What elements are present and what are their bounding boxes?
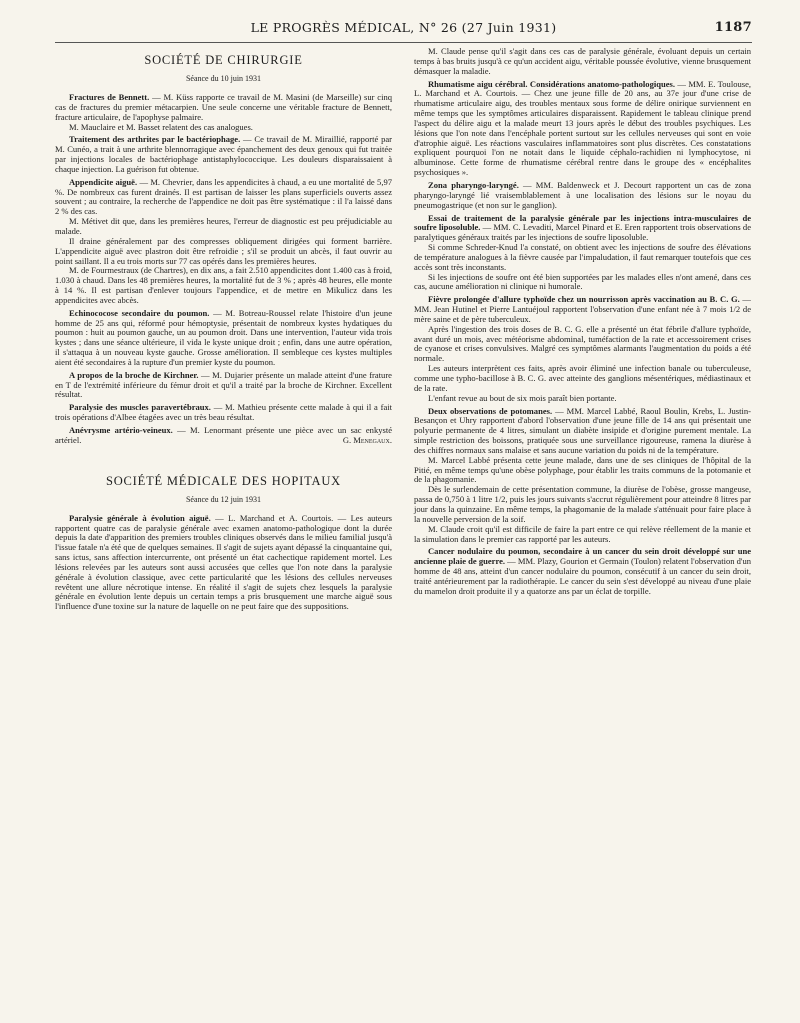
right-column	[414, 47, 751, 612]
paragraph: Echinococose secondaire du poumon. — M. Botreau-Roussel relate l'histoire d'un jeune homme de 25 ans qui, réformé pour hémoptysie, présentait de nombreux kystes hydatiques du poumon : huit au poumon gauche, un au poumon droit. Dans une intervention, l'auteur vida trois kystes ; dans une séance ultérieure, il vida le kyste unique droit ; enfin, dans une autre opération, il s'attaqua à un nouveau kyste gauche. Grosse amélioration. Il sembleque ces kystes multiples aient été secondaires à la rupture d'un premier kyste du poumon.	[55, 307, 392, 367]
paragraph: M. Métivet dit que, dans les premières heures, l'erreur de diagnostic est peu préjudiciable au malade.	[55, 216, 392, 236]
section-spacer	[55, 446, 392, 468]
paragraph: Si les injections de soufre ont été bien supportées par les malades elles n'ont amené, dans ces cas, aucune amélioration ni clinique ni humorale.	[414, 271, 751, 292]
two-columns	[55, 47, 752, 612]
paragraph: Deux observations de potomanes. — MM. Marcel Labbé, Raoul Boulin, Krebs, L. Justin-Besançon et Uhry rapportent d'abord l'observation d'une jeune fille de 14 ans qui présentait une polyurie permanente de 4 litres, simulant un diabète insipide et d'origine purement mentale. La simple restriction des boissons, pratiquée sous une surveillance rigoureuse, ramena la diurèse à des chiffres normaux sans malaise et sans aucune variation du poids ni de la température.	[414, 405, 751, 455]
paragraph: Dès le surlendemain de cette présentation commune, la diurèse de l'obèse, grosse mangeuse, passa de 0,750 à 1 litre 1/2, puis les jours suivants s'accrut régulièrement pour atteindre 8 litres par jour dans la quinzaine. En même temps, la phagomanie de la malade s'atténuait pour faire place à la nouvelle perversion de la soif.	[414, 484, 751, 524]
paragraph: M. de Fourmestraux (de Chartres), en dix ans, a fait 2.510 appendicites dont 1.400 cas à froid, 1.030 à chaud. Dans les 48 premières heures, la mortalité fut de 3 % ; après 48 heures, elle monte à 14 %. Il est partisan d'enlever toujours l'appendice, et de mettre en Mikulicz dans les appendicites avec abcès.	[55, 265, 392, 305]
paragraph: A propos de la broche de Kirchner. — M. Dujarier présente un malade atteint d'une frature en T de l'extrémité inférieure du fémur droit et qu'il a traité par la broche de Kirchner. Excellent résultat.	[55, 369, 392, 400]
page-number: 1187	[714, 20, 752, 35]
paragraph: M. Claude croit qu'il est difficile de faire la part entre ce qui relève réellement de la manie et la simulation dans le premier cas rapporté par les auteurs.	[414, 523, 751, 544]
paragraph: Si comme Schreder-Knud l'a constaté, on obtient avec les injections de soufre des élévations de température analogues à la fièvre causée par l'impaludation, il faut remarquer toutefois que ces accès sont très inconstants.	[414, 242, 751, 272]
journal-title: LE PROGRÈS MÉDICAL, N° 26 (27 Juin 1931)	[250, 20, 557, 35]
paragraph: Après l'ingestion des trois doses de B. C. G. elle a présenté un état fébrile d'allure typhoïde, avant duré un mois, avec météorisme abdominal, tuméfaction de la rate et accessoirement crises de cyanose et crises convulsives. Malgré ces symptômes alarmants l'augmentation du poids a été normale.	[414, 323, 751, 364]
signature: G. Menegaux.	[342, 434, 392, 445]
section-title-chirurgie: SOCIÉTÉ DE CHIRURGIE	[144, 53, 303, 67]
header-rule	[55, 42, 752, 43]
paragraph: Il draine généralement par des compresses obliquement dirigées qui forment barrière. L'appendicite aiguë avec plastron doit être refroidie ; s'il se produit un abcès, il faut ouvrir au point saillant. Il a eu trois morts sur 77 cas opérés dans les premières heures.	[55, 235, 392, 266]
paragraph: Paralysie des muscles paravertébraux. — M. Mathieu présente cette malade à qui il a fait trois opérations d'Albee étagées avec un très beau résultat.	[55, 402, 392, 423]
paragraph: Appendicite aiguë. — M. Chevrier, dans les appendicites à chaud, a eu une mortalité de 5,97 %. De nombreux cas furent drainés. Il est partisan de laisser les plans superficiels ouverts assez souvent ; au contraire, la recherche de l'appendice ne doit pas être systématique : il l'a laissé dans 2 % des cas.	[55, 176, 393, 217]
section-date-chirurgie: Séance du 10 juin 1931	[185, 74, 262, 83]
paragraph: Fièvre prolongée d'allure typhoïde chez un nourrisson après vaccination au B. C. G. — MM. Jean Hutinel et Pierre Lantuéjoul rapportent l'observation d'une enfant née à 7 mois 1/2 de mère saine et de père tuberculeux.	[414, 294, 751, 324]
paragraph: Les auteurs interprètent ces faits, après avoir éliminé une infection banale ou tuberculeuse, comme une typho-bacillose à B. C. G. avec atteinte des ganglions mésentériques, médiastinaux et de la rate.	[414, 363, 751, 393]
paragraph: Fractures de Bennett. — M. Küss rapporte ce travail de M. Masini (de Marseille) sur cinq cas de fractures du premier métacarpien. Une seule concerne une véritable fracture de Bennett, fracture articulaire, de l'apophyse palmaire.	[55, 92, 392, 122]
paragraph: Essai de traitement de la paralysie générale par les injections intra-musculaires de soufre liposoluble. — MM. C. Levaditi, Marcel Pinard et E. Eren rapportent trois observations de paralytiques généraux traités par les injections de soufre liposoluble.	[414, 212, 751, 243]
section-date-hopitaux: Séance du 12 juin 1931	[185, 494, 262, 504]
paragraph: M. Mauclaire et M. Basset relatent des cas analogues.	[69, 121, 253, 132]
paragraph: L'enfant revue au bout de six mois paraît bien portante.	[428, 392, 617, 403]
paragraph: Rhumatisme aigu cérébral. Considérations anatomo-pathologiques. — MM. E. Toulouse, L. Marchand et A. Courtois. — Chez une jeune fille de 20 ans, au 37e jour d'une crise de rhumatisme articulaire aigu, des troubles mentaux sous forme de délire onirique surviennent en même temps que les symptômes articulaires disparaissent. Rapidement le tableau clinique prend l'aspect du délire aigu et la malade meurt 13 jours après le début des troubles psychiques. Les lésions que l'on note dans l'encéphale portent surtout sur les cellules nerveuses qui sont en voie d'atrophie aiguë. Les réactions vasculaires inflammatoires sont plus discrètes. Ces constatations expliquent pourquoi l'on ne notait dans le liquide céphalo-rachidien ni lymphocytose, ni albuminose. Cette forme de rhumatisme cérébral rentre dans le groupe des « encéphalites psychosiques ».	[414, 78, 752, 178]
section-title-hopitaux: SOCIÉTÉ MÉDICALE DES HOPITAUX	[105, 473, 342, 488]
paragraph: M. Marcel Labbé présenta cette jeune malade, dans une de ses cliniques de l'hôpital de la Pitié, en même temps qu'une obèse polyphage, pour établir les traits communs de la potomanie et de la phagomanie.	[414, 454, 751, 485]
paragraph: Traitement des arthrites par le bactériophage. — Ce travail de M. Miraillié, rapporté par M. Cunéo, a trait à une arthrite blennorragique avec épanchement des deux genoux qui fut traitée par injections locales de bactériophage antistaphylococcique. Les douleurs disparaissaient à chaque injection. La guérison fut obtenue.	[55, 134, 392, 174]
paragraph: Cancer nodulaire du poumon, secondaire à un cancer du sein droit développé sur une ancienne plaie de guerre. — MM. Plazy, Gourion et Germain (Toulon) relatent l'observation d'un homme de 48 ans, atteint d'un cancer nodulaire du poumon, consécutif à un cancer du sein droit, traité antérieurement par la radiothérapie. Le cancer du sein s'est développé au niveau d'une plaie du mamelon droit produite il y a quatorze ans par un éclat de torpille.	[414, 546, 751, 596]
running-head	[55, 20, 752, 42]
left-column	[55, 47, 392, 612]
paragraph: Zona pharyngo-laryngé. — MM. Baldenweck et J. Decourt rapportent un cas de zona pharyngo-laryngé lié vraisemblablement à une localisation des lésions sur le noyau du pneumogastrique (et non sur le ganglion).	[414, 179, 751, 210]
paragraph: Anévrysme artério-veineux. — M. Lenormant présente une pièce avec un sac enkysté artériel. G. Menegaux.	[55, 425, 392, 445]
paragraph: M. Claude pense qu'il s'agit dans ces cas de paralysie générale, évoluant depuis un certain temps à bas bruits jusqu'à ce qu'un accident aigu, véritable poussée évolutive, vienne brusquement démasquer la maladie.	[414, 46, 751, 76]
paragraph: Paralysie générale à évolution aiguë. — L. Marchand et A. Courtois. — Les auteurs rapportent quatre cas de paralysie générale avec examen anatomo-pathologique dont la durée depuis la date d'apparition des premiers troubles cliniques observés dans le milieu familial jusqu'à l'issue fatale n'a été que de quelques semaines. Il s'agit de sujets ayant dépassé la cinquantaine qui, sans ictus, sans affection intercurrente, ont présenté un état cachectique rapidement mortel. Les lésions relevées par les auteurs sont aussi accusées que celles que l'on note dans la paralysie générale à évolution classique, avec cette particularité que les lésions des cellules nerveuses revêtent une allure nécrotique intense. En réalité il s'agit de sujets chez lesquels la paralysie générale en évolution lente depuis un certain temps a pris brusquement une marche aiguë sous l'influence d'une toxine sur la nature de laquelle on ne peut faire que des suppositions.	[55, 512, 392, 612]
